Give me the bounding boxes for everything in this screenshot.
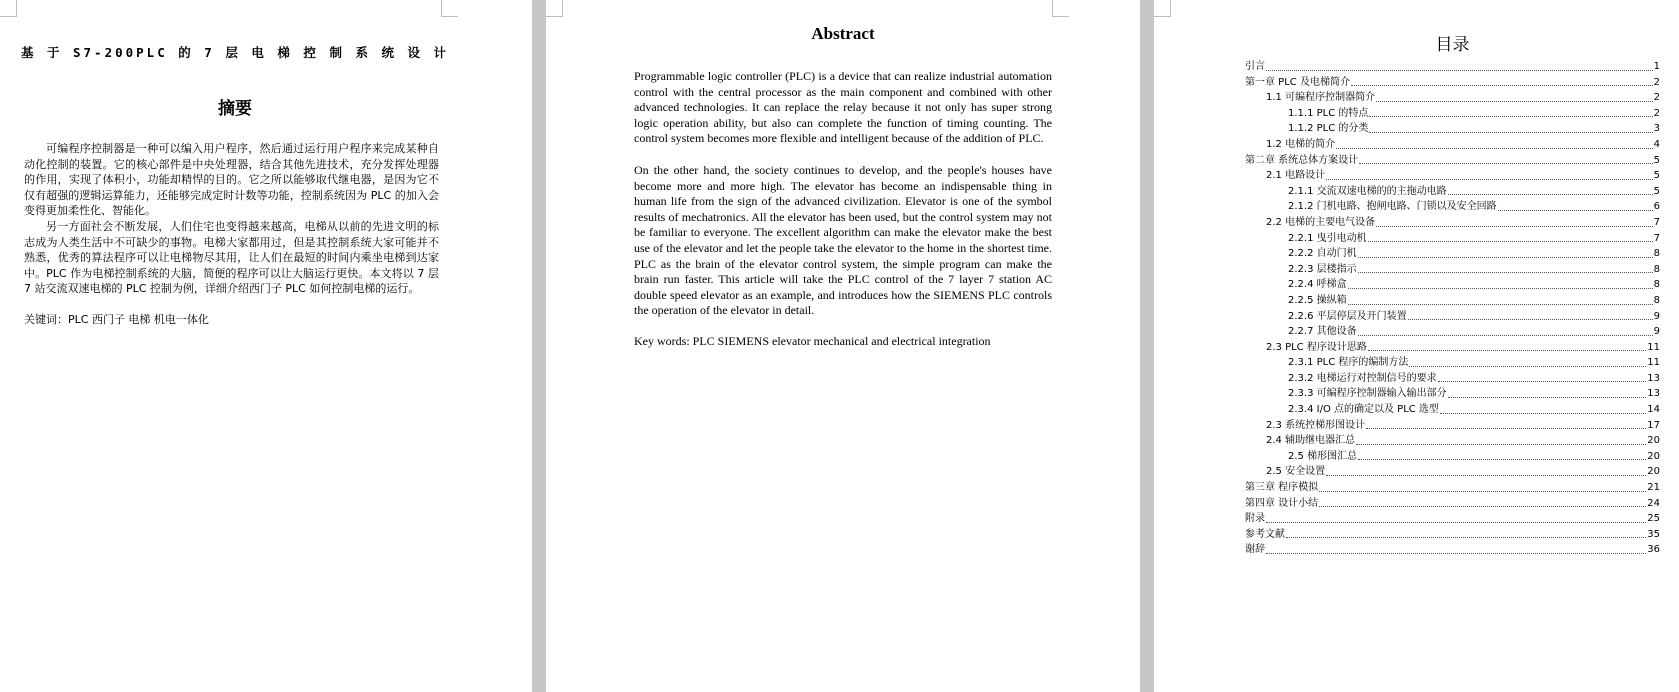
toc-entry[interactable]	[1245, 106, 1660, 122]
toc-entry[interactable]	[1245, 121, 1660, 137]
toc-entry-title: 1.1.1 PLC 的特点	[1288, 107, 1369, 119]
toc-dot-leader	[1368, 241, 1653, 242]
toc-entry[interactable]	[1245, 293, 1660, 309]
abstract-paragraph: 可编程序控制器是一种可以编入用户程序，然后通过运行用户程序来完成某种自动化控制的装置。它的核心部件是中央处理器，结合其他先进技术，充分发挥处理器的作用，实现了体积小，功能却精悍的目的。它之所以能够取代继电器，是因为它不仅有超强的逻辑运算能力，还能够完成定时计数等功能，控制系统因为 PLC 的加入会变得更加柔性化、智能化。	[24, 142, 439, 218]
toc-page-number: 2	[1653, 92, 1660, 104]
document-page-chinese-abstract	[0, 0, 532, 692]
toc-entry-title: 2.2.7 其他设备	[1288, 326, 1357, 338]
toc-entry-title: 2.1 电路设计	[1266, 170, 1326, 182]
toc-page-number: 24	[1647, 497, 1660, 509]
toc-page-number: 21	[1647, 482, 1660, 494]
toc-dot-leader	[1358, 459, 1646, 460]
toc-entry[interactable]	[1245, 355, 1660, 371]
toc-dot-leader	[1448, 194, 1653, 195]
toc-entry[interactable]	[1245, 480, 1660, 496]
toc-entry-title: 2.3 系统控梯形图设计	[1266, 419, 1366, 431]
toc-entry[interactable]	[1245, 371, 1660, 387]
toc-page-number: 14	[1647, 404, 1660, 416]
toc-entry[interactable]	[1245, 527, 1660, 543]
page-corner-mark	[0, 0, 17, 17]
toc-dot-leader	[1359, 163, 1652, 164]
toc-dot-leader	[1498, 210, 1653, 211]
toc-page-number: 9	[1653, 326, 1660, 338]
toc-entry[interactable]	[1245, 433, 1660, 449]
toc-entry-title: 第四章 设计小结	[1245, 497, 1319, 509]
toc-page-number: 5	[1653, 154, 1660, 166]
toc-dot-leader	[1286, 537, 1646, 538]
toc-entry-title: 2.2 电梯的主要电气设备	[1266, 216, 1376, 228]
toc-page-number: 36	[1647, 544, 1660, 556]
toc-page-number: 7	[1653, 216, 1660, 228]
toc-entry[interactable]	[1245, 464, 1660, 480]
toc-dot-leader	[1348, 304, 1653, 305]
toc-page-number: 20	[1647, 435, 1660, 447]
toc-entry-title: 第一章 PLC 及电梯简介	[1245, 76, 1350, 88]
abstract-paragraph: On the other hand, the society continues to develop, and the people's houses have become more and more high. The elevator has become an indispensable thing in human life from the sign of the advanced civilization. Elevator is one of the symbol results of mechatronics. All the elevator has been used, but the control system may not be familiar to everyone. The excellent algorithm can make the elevator make the best use of the elevator and let the people take the elevator to the home in the shortest time. PLC as the brain of the elevator control system, the simple program can make the brain run faster. This article will take the PLC control of the 7 layer 7 station AC double speed elevator as an example, and introduces how the SIEMENS PLC controls the operation of the elevator in detail.	[634, 163, 1052, 318]
toc-page-number: 17	[1647, 419, 1660, 431]
toc-dot-leader	[1348, 288, 1653, 289]
toc-entry[interactable]	[1245, 168, 1660, 184]
toc-dot-leader	[1376, 101, 1653, 102]
toc-page-number: 20	[1647, 450, 1660, 462]
toc-entry[interactable]	[1245, 511, 1660, 527]
toc-page-number: 13	[1647, 372, 1660, 384]
toc-entry[interactable]	[1245, 542, 1660, 558]
abstract-paragraph: Programmable logic controller (PLC) is a device that can realize industrial automation control with the central processor as the main component and combined with other advanced technologies. It can replace the relay because it not only has super strong logic operation ability, but also can complete the function of timing counting. The control system becomes more flexible and intelligent because of the addition of PLC.	[634, 69, 1052, 146]
toc-dot-leader	[1366, 428, 1646, 429]
toc-entry-title: 2.3 PLC 程序设计思路	[1266, 341, 1367, 353]
abstract-heading: Abstract	[811, 24, 875, 43]
page-corner-mark	[546, 0, 563, 17]
toc-page-number: 9	[1653, 310, 1660, 322]
toc-dot-leader	[1440, 413, 1646, 414]
toc-entry-title: 2.1.2 门机电路、抱闸电路、门锁以及安全回路	[1288, 201, 1497, 213]
toc-page-number: 6	[1653, 201, 1660, 213]
toc-page-number: 20	[1647, 466, 1660, 478]
abstract-heading: 摘要	[218, 99, 252, 119]
toc-dot-leader	[1266, 70, 1653, 71]
toc-entry-title: 1.1.2 PLC 的分类	[1288, 123, 1369, 135]
page-corner-mark	[441, 0, 458, 17]
toc-page-number: 2	[1653, 76, 1660, 88]
toc-page-number: 11	[1647, 357, 1660, 369]
toc-entry[interactable]	[1245, 90, 1660, 106]
toc-page-number: 7	[1653, 232, 1660, 244]
toc-heading: 目录	[1435, 35, 1470, 55]
toc-entry-title: 附录	[1245, 513, 1265, 525]
toc-entry-title: 谢辞	[1245, 544, 1265, 556]
toc-dot-leader	[1336, 148, 1653, 149]
toc-entry[interactable]	[1245, 496, 1660, 512]
toc-page-number: 4	[1653, 138, 1660, 150]
toc-entry-title: 2.4 辅助继电器汇总	[1266, 435, 1356, 447]
toc-entry[interactable]	[1245, 137, 1660, 153]
toc-entry-title: 2.3.2 电梯运行对控制信号的要求	[1288, 372, 1437, 384]
toc-entry[interactable]	[1245, 324, 1660, 340]
toc-dot-leader	[1319, 506, 1646, 507]
page-corner-mark	[1154, 0, 1171, 17]
toc-page-number: 11	[1647, 341, 1660, 353]
toc-entry-title: 2.2.5 操纵箱	[1288, 294, 1347, 306]
toc-entry-title: 1.2 电梯的简介	[1266, 138, 1336, 150]
toc-page-number: 2	[1653, 107, 1660, 119]
toc-entry[interactable]	[1245, 402, 1660, 418]
document-page-english-abstract	[546, 0, 1140, 692]
toc-page-number: 3	[1653, 123, 1660, 135]
toc-dot-leader	[1376, 226, 1653, 227]
toc-entry-title: 第二章 系统总体方案设计	[1245, 154, 1359, 166]
abstract-paragraph: 另一方面社会不断发展，人们住宅也变得越来越高，电梯从以前的先进文明的标志成为人类生活中不可缺少的事物。电梯大家都用过，但是其控制系统大家可能并不熟悉，优秀的算法程序可以让电梯物尽其用，让人们在最短的时间内乘坐电梯到达家中。PLC 作为电梯控制系统的大脑，简便的程序可以让大脑运行更快。本文将以 7 层 7 站交流双速电梯的 PLC 控制为例，详细介绍西门子 PLC 如何控制电梯的运行。	[24, 220, 439, 296]
toc-entry[interactable]	[1245, 75, 1660, 91]
toc-entry-title: 2.2.6 平层停层及开门装置	[1288, 310, 1407, 322]
keywords: Key words: PLC SIEMENS elevator mechanical and electrical integration	[634, 334, 991, 348]
toc-entry[interactable]	[1245, 153, 1660, 169]
toc-entry[interactable]	[1245, 309, 1660, 325]
toc-dot-leader	[1319, 491, 1646, 492]
toc-dot-leader	[1266, 522, 1646, 523]
toc-entry[interactable]	[1245, 386, 1660, 402]
toc-entry-title: 2.3.1 PLC 程序的编制方法	[1288, 357, 1409, 369]
toc-entry-title: 2.3.4 I/O 点的确定以及 PLC 选型	[1288, 404, 1439, 416]
toc-entry-title: 2.2.2 自动门机	[1288, 248, 1357, 260]
toc-dot-leader	[1356, 444, 1646, 445]
toc-dot-leader	[1369, 116, 1652, 117]
toc-entry[interactable]	[1245, 277, 1660, 293]
toc-entry-title: 2.3.3 可编程序控制器输入输出部分	[1288, 388, 1447, 400]
toc-page-number: 8	[1653, 248, 1660, 260]
toc-entry-title: 参考文献	[1245, 528, 1285, 540]
toc-page-number: 13	[1647, 388, 1660, 400]
toc-entry[interactable]	[1245, 199, 1660, 215]
toc-dot-leader	[1409, 366, 1646, 367]
toc-dot-leader	[1369, 132, 1652, 133]
toc-page-number: 5	[1653, 185, 1660, 197]
toc-page-number: 25	[1647, 513, 1660, 525]
page-corner-mark	[1052, 0, 1069, 17]
toc-dot-leader	[1358, 257, 1653, 258]
toc-dot-leader	[1408, 319, 1653, 320]
toc-entry[interactable]	[1245, 184, 1660, 200]
toc-page-number: 8	[1653, 279, 1660, 291]
toc-entry-title: 2.2.1 曳引电动机	[1288, 232, 1367, 244]
toc-dot-leader	[1326, 475, 1646, 476]
toc-dot-leader	[1326, 179, 1653, 180]
toc-entry-title: 2.5 梯形图汇总	[1288, 450, 1358, 462]
thesis-title: 基 于 S7-200PLC 的 7 层 电 梯 控 制 系 统 设 计	[20, 45, 450, 60]
toc-dot-leader	[1438, 381, 1647, 382]
toc-entry[interactable]	[1245, 418, 1660, 434]
toc-entry-title: 2.1.1 交流双速电梯的的主拖动电路	[1288, 185, 1447, 197]
toc-entry-title: 第三章 程序模拟	[1245, 482, 1319, 494]
document-page-table-of-contents	[1154, 0, 1679, 692]
toc-entry[interactable]	[1245, 59, 1660, 75]
table-of-contents	[1245, 59, 1660, 558]
toc-page-number: 8	[1653, 263, 1660, 275]
toc-entry-title: 2.2.3 层楼指示	[1288, 263, 1357, 275]
toc-entry[interactable]	[1245, 215, 1660, 231]
toc-entry[interactable]	[1245, 340, 1660, 356]
toc-entry-title: 2.5 安全设置	[1266, 466, 1326, 478]
toc-dot-leader	[1358, 272, 1653, 273]
toc-page-number: 1	[1653, 61, 1660, 72]
toc-entry-title: 引言	[1245, 61, 1265, 72]
keywords: 关键词：PLC 西门子 电梯 机电一体化	[24, 313, 209, 326]
toc-entry[interactable]	[1245, 231, 1660, 247]
toc-dot-leader	[1351, 85, 1653, 86]
toc-page-number: 8	[1653, 294, 1660, 306]
toc-dot-leader	[1368, 350, 1646, 351]
toc-entry[interactable]	[1245, 262, 1660, 278]
toc-page-number: 35	[1647, 528, 1660, 540]
toc-entry[interactable]	[1245, 449, 1660, 465]
toc-entry-title: 1.1 可编程序控制器简介	[1266, 92, 1376, 104]
toc-dot-leader	[1266, 553, 1646, 554]
toc-entry-title: 2.2.4 呼梯盒	[1288, 279, 1347, 291]
toc-page-number: 5	[1653, 170, 1660, 182]
toc-dot-leader	[1358, 335, 1653, 336]
toc-dot-leader	[1448, 397, 1647, 398]
toc-entry[interactable]	[1245, 246, 1660, 262]
